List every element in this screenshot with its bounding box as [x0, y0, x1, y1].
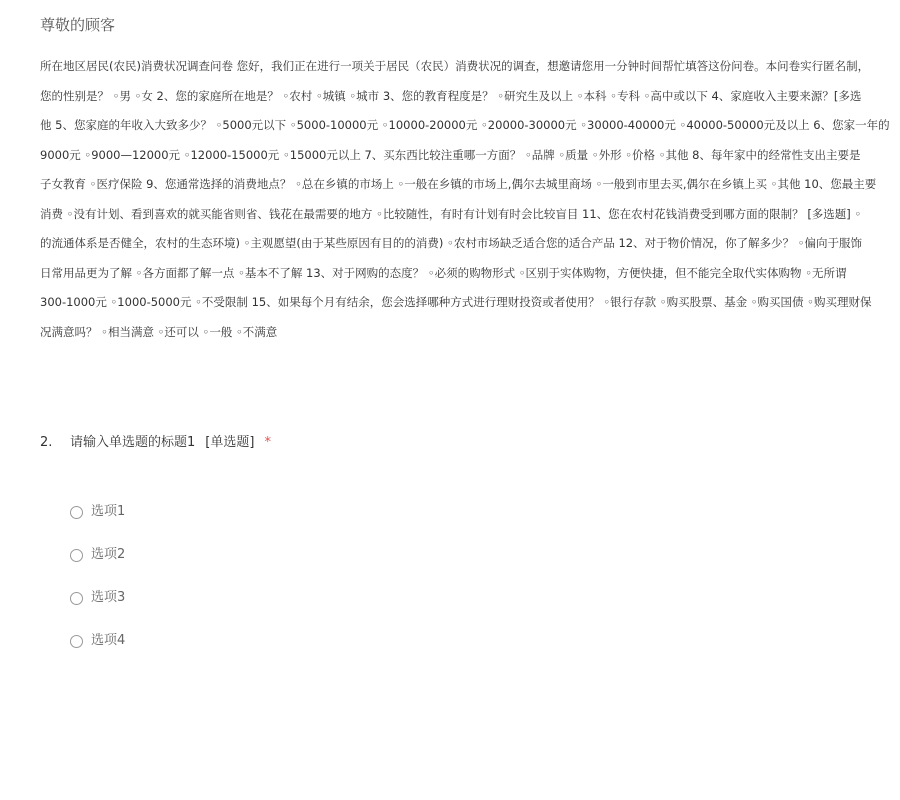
option-1[interactable]	[70, 503, 125, 521]
intro-line: 300-1000元 ◦1000-5000元 ◦不受限制 15、如果每个月有结余，您会选择哪种方式进行理财投资或者使用？ ◦银行存款 ◦购买股票、基金 ◦购买国债 ◦购买理财保	[40, 295, 872, 309]
option-label: 选项2	[91, 547, 126, 562]
intro-line: 他 5、您家庭的年收入大致多少？ ◦5000元以下 ◦5000-10000元 ◦10000-20000元 ◦20000-30000元 ◦30000-40000元 ◦40000-50000元及以上 6、您家一年的	[40, 118, 890, 132]
intro-text-block	[40, 58, 900, 353]
option-3[interactable]	[70, 589, 125, 607]
intro-line: 况满意吗？ ◦相当满意 ◦还可以 ◦一般 ◦不满意	[40, 324, 278, 339]
question-number: 2.	[40, 435, 53, 450]
radio-button-icon[interactable]	[70, 635, 83, 648]
option-label: 选项4	[91, 633, 126, 648]
option-label: 选项1	[91, 504, 126, 519]
radio-button-icon[interactable]	[70, 506, 83, 519]
option-label: 选项3	[91, 590, 126, 605]
option-2[interactable]	[70, 546, 125, 564]
radio-button-icon[interactable]	[70, 549, 83, 562]
intro-line: 消费 ◦没有计划、看到喜欢的就买能省则省、钱花在最需要的地方 ◦比较随性，有时有计划有时会比较盲目 11、您在农村花钱消费受到哪方面的限制？ [多选题] ◦	[40, 206, 862, 221]
option-4[interactable]	[70, 632, 125, 650]
question-header	[40, 434, 271, 452]
intro-line: 子女教育 ◦医疗保险 9、您通常选择的消费地点？ ◦总在乡镇的市场上 ◦一般在乡镇的市场上,偶尔去城里商场 ◦一般到市里去买,偶尔在乡镇上买 ◦其他 10、您最主要	[40, 177, 877, 191]
question-title: 请输入单选题的标题1	[70, 435, 196, 450]
radio-button-icon[interactable]	[70, 592, 83, 605]
question-type-label: [单选题]	[205, 435, 255, 450]
intro-line: 日常用品更为了解 ◦各方面都了解一点 ◦基本不了解 13、对于网购的态度？ ◦必须的购物形式 ◦区别于实体购物，方便快捷，但不能完全取代实体购物 ◦无所谓	[40, 265, 847, 280]
intro-line: 您的性别是？ ◦男 ◦女 2、您的家庭所在地是？ ◦农村 ◦城镇 ◦城市 3、您的教育程度是？ ◦研究生及以上 ◦本科 ◦专科 ◦高中或以下 4、家庭收入主要来源？[多选	[40, 88, 862, 103]
greeting-heading: 尊敬的顾客	[40, 16, 116, 34]
required-mark: *	[264, 435, 271, 450]
intro-line: 9000元 ◦9000—12000元 ◦12000-15000元 ◦15000元以上 7、买东西比较注重哪一方面？ ◦品牌 ◦质量 ◦外形 ◦价格 ◦其他 8、每年家中的经常性支出主要是	[40, 147, 861, 162]
intro-line: 的流通体系是否健全，农村的生态环境) ◦主观愿望(由于某些原因有目的的消费) ◦农村市场缺乏适合您的适合产品 12、对于物价情况，你了解多少？ ◦偏向于服饰	[40, 236, 863, 250]
intro-line: 所在地区居民(农民)消费状况调查问卷 您好，我们正在进行一项关于居民（农民）消费状况的调查，想邀请您用一分钟时间帮忙填答这份问卷。本问卷实行匿名制，	[40, 59, 870, 73]
